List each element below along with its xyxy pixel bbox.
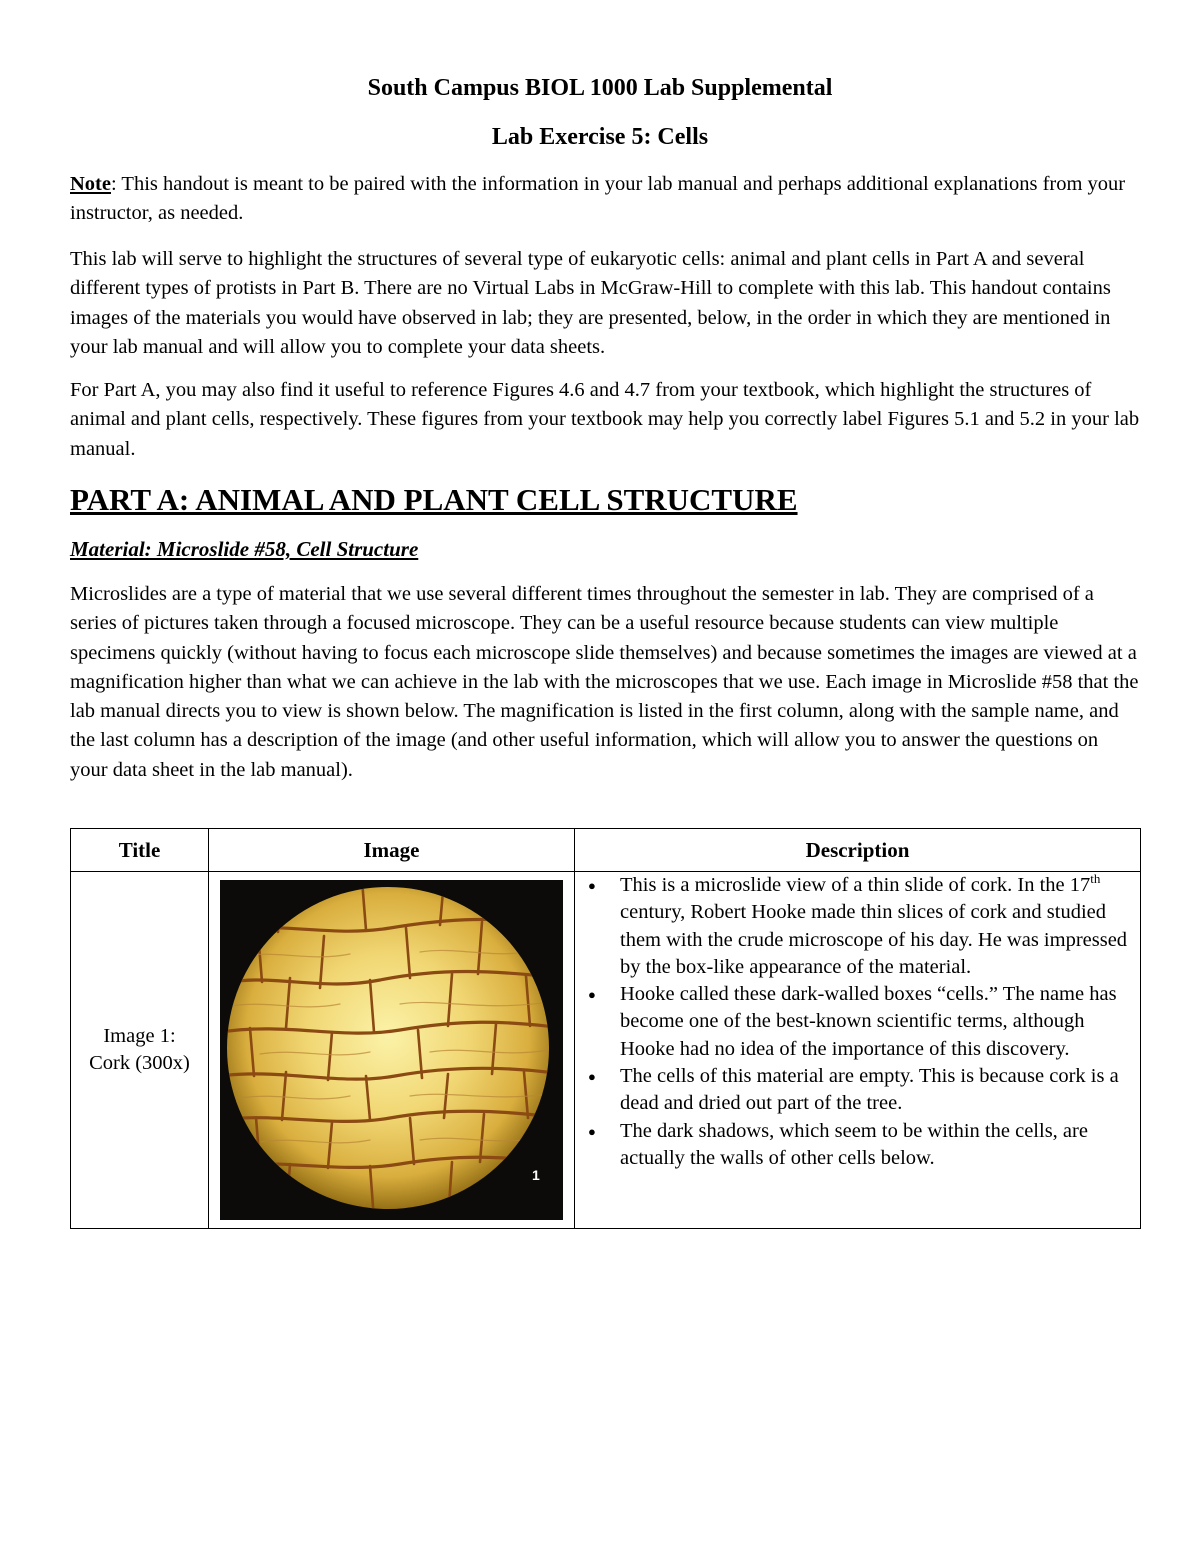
material-heading: Material: Microslide #58, Cell Structure [70, 537, 419, 561]
list-item: ● The dark shadows, which seem to be within the cells, are actually the walls of other cells below. [575, 1118, 1140, 1173]
description-bullet-list [575, 872, 1140, 1172]
microscope-field-of-view [227, 887, 549, 1209]
row-title-line1: Image 1: [103, 1025, 176, 1047]
document-title: South Campus BIOL 1000 Lab Supplemental [367, 75, 833, 101]
microslide-paragraph: Microslides are a type of material that we use several different times throughout the semester in lab. They are comprised of a series of pictures taken through a focused microscope. They can be a useful resource because students can view multiple specimens quickly (without having to focus each microscope slide themselves) and because sometimes the images are viewed at a magnification higher than what we can achieve in the lab with the microscopes that we use. Each image in Microslide #58 that the lab manual directs you to view is shown below. The magnification is listed in the first column, along with the sample name, and the last column has a description of the image (and other useful information, which will allow you to answer the questions on your data sheet in the lab manual). [70, 583, 1139, 781]
bullet-text: This is a microslide view of a thin slide of cork. In the 17 [620, 874, 1091, 896]
list-item: ● Hooke called these dark-walled boxes “cells.” The name has become one of the best-known scientific terms, although Hooke had no idea of the importance of this discovery. [575, 981, 1140, 1063]
note-text: : This handout is meant to be paired with the information in your lab manual and perhaps additional explanations from your instructor, as needed. [70, 173, 1126, 225]
note-label: Note [70, 173, 111, 195]
intro-paragraph: This lab will serve to highlight the structures of several type of eukaryotic cells: animal and plant cells in Part A and several different types of protists in Part B. There are no Virtual Labs in McGraw-Hill to complete with this lab. This handout contains images of the materials you would have observed in lab; they are presented, below, in the order in which they are mentioned in your lab manual and will allow you to complete your data sheets. [70, 248, 1111, 358]
table-row [71, 872, 1141, 1229]
cork-micrograph-image [220, 880, 563, 1220]
section-heading: PART A: ANIMAL AND PLANT CELL STRUCTURE [70, 482, 798, 517]
table-header-row [71, 829, 1141, 872]
slide-image-number: 1 [532, 1167, 540, 1183]
bullet-superscript: th [1090, 871, 1101, 887]
list-item [575, 872, 1140, 981]
row-image-cell [209, 872, 575, 1229]
row-title-line2: Cork (300x) [89, 1052, 190, 1074]
microslide-table [70, 828, 1141, 1229]
column-header-title: Title [71, 829, 209, 872]
column-header-image: Image [209, 829, 575, 872]
column-header-description: Description [575, 829, 1141, 872]
list-item: ● The cells of this material are empty. This is because cork is a dead and dried out part of the tree. [575, 1063, 1140, 1118]
note-paragraph [70, 170, 1140, 229]
row-title-cell [71, 872, 209, 1229]
bullet-text-continued: century, Robert Hooke made thin slices of cork and studied them with the crude microscope of his day. He was impressed by the box-like appearance of the material. [620, 901, 1128, 978]
row-description-cell [575, 872, 1141, 1229]
part-a-reference-paragraph: For Part A, you may also find it useful to reference Figures 4.6 and 4.7 from your textbook, which highlight the structures of animal and plant cells, respectively. These figures from your textbook may help you correctly label Figures 5.1 and 5.2 in your lab manual. [70, 379, 1140, 460]
document-subtitle: Lab Exercise 5: Cells [491, 124, 709, 150]
